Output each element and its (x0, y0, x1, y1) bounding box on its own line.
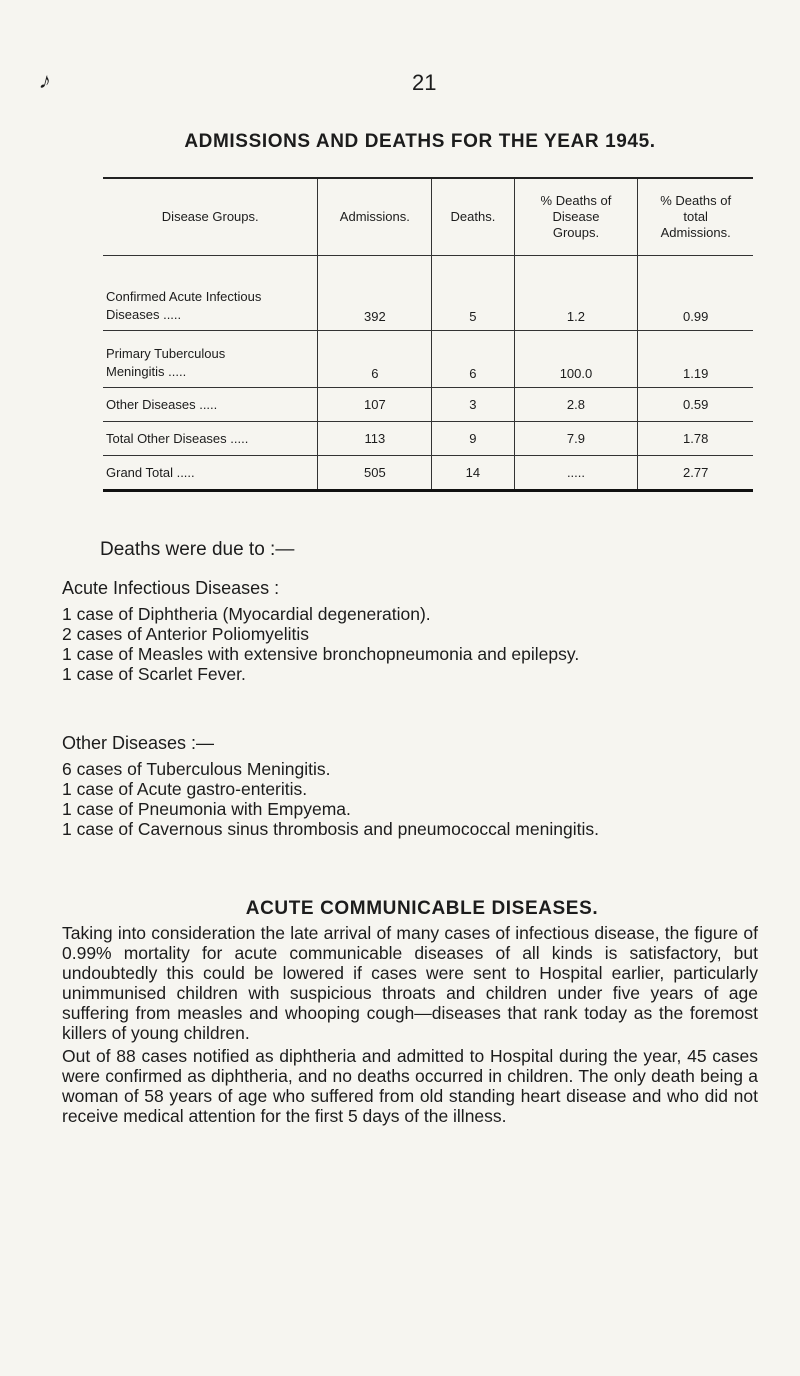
table-row (103, 256, 753, 331)
row-name-line: Primary Tuberculous (106, 346, 226, 361)
acute-deaths-heading: Acute Infectious Diseases : (62, 578, 280, 598)
other-deaths-heading: Other Diseases :— (62, 733, 215, 753)
header-pct-groups-line: % Deaths of (540, 193, 612, 208)
row-pct-total: 1.19 (638, 331, 753, 388)
row-pct-groups: 2.8 (514, 388, 638, 422)
row-disease-group (103, 256, 318, 331)
row-admissions: 113 (318, 422, 432, 456)
row-deaths: 9 (432, 422, 514, 456)
row-pct-total: 0.99 (638, 256, 753, 331)
header-pct-groups-line: Groups. (552, 225, 600, 240)
row-disease-group (103, 456, 318, 491)
list-item: 1 case of Acute gastro-enteritis. (62, 779, 308, 799)
row-name-line: Diseases ..... (106, 307, 182, 322)
body-paragraph: Out of 88 cases notified as diphtheria and admitted to Hospital during the year, 45 cases were confirmed as diphtheria, and no deaths occurred in children. The only death being a woman of 58 years of age who suffered from old standing heart disease and who did not receive medical attention for the first 5 days of the illness. (62, 1046, 758, 1126)
table-row (103, 388, 753, 422)
row-admissions: 505 (318, 456, 432, 491)
header-pct-groups-line: Disease (552, 209, 600, 224)
row-deaths: 3 (432, 388, 514, 422)
acute-deaths-list (62, 578, 758, 684)
list-item: 1 case of Measles with extensive bronchopneumonia and epilepsy. (62, 644, 580, 664)
table-header-row (103, 178, 753, 256)
row-deaths: 5 (432, 256, 514, 331)
table-row (103, 422, 753, 456)
row-name-line: Meningitis ..... (106, 364, 187, 379)
list-item: 1 case of Scarlet Fever. (62, 664, 246, 684)
page-number: 21 (412, 70, 437, 95)
header-pct-deaths-groups (514, 178, 638, 256)
list-item: 6 cases of Tuberculous Meningitis. (62, 759, 331, 779)
row-pct-total: 2.77 (683, 465, 709, 480)
header-disease-groups: Disease Groups. (103, 178, 318, 256)
section-heading: ACUTE COMMUNICABLE DISEASES. (245, 898, 599, 919)
header-pct-total-line: total (683, 209, 708, 224)
header-deaths: Deaths. (432, 178, 514, 256)
row-deaths: 14 (432, 456, 514, 491)
header-admissions: Admissions. (318, 178, 432, 256)
row-pct-total: 0.59 (638, 388, 753, 422)
row-disease-group (103, 422, 318, 456)
row-pct-total: 1.78 (638, 422, 753, 456)
list-item: 1 case of Diphtheria (Myocardial degeneration). (62, 604, 431, 624)
row-pct-groups: 1.2 (514, 256, 638, 331)
row-deaths: 6 (432, 331, 514, 388)
deaths-intro: Deaths were due to :— (100, 539, 295, 560)
row-name-line: Other Diseases ..... (106, 396, 218, 412)
admissions-deaths-table (103, 177, 753, 492)
row-disease-group (103, 331, 318, 388)
row-name-line: Confirmed Acute Infectious (106, 289, 262, 304)
row-pct-groups: 7.9 (514, 422, 638, 456)
page-title: ADMISSIONS AND DEATHS FOR THE YEAR 1945. (184, 131, 656, 152)
header-pct-deaths-total (638, 178, 753, 256)
row-name-line: Grand Total ..... (106, 464, 195, 480)
header-pct-total-line: Admissions. (660, 225, 731, 240)
list-item: 1 case of Cavernous sinus thrombosis and pneumococcal meningitis. (62, 819, 599, 839)
table-row (103, 331, 753, 388)
row-admissions: 6 (318, 331, 432, 388)
row-admissions: 107 (318, 388, 432, 422)
row-disease-group (103, 388, 318, 422)
header-pct-total-line: % Deaths of (660, 193, 732, 208)
list-item: 1 case of Pneumonia with Empyema. (62, 799, 351, 819)
row-name-line: Total Other Diseases ..... (106, 430, 249, 446)
margin-mark: ♪ (37, 68, 55, 93)
list-item: 2 cases of Anterior Poliomyelitis (62, 624, 310, 644)
table-row (103, 456, 753, 491)
other-deaths-list (62, 733, 758, 839)
row-pct-groups: 100.0 (514, 331, 638, 388)
row-admissions: 392 (318, 256, 432, 331)
body-paragraph: Taking into consideration the late arrival of many cases of infectious disease, the figure of 0.99% mortality for acute communicable diseases of all kinds is satisfactory, but undoubtedly this could be lowered if cases were sent to Hospital earlier, particularly unimmunised children with suspicious throats and children under five years of age suffering from measles and whooping cough—diseases that rank today as the foremost killers of young children. (62, 923, 758, 1043)
row-pct-groups: ..... (514, 456, 638, 491)
